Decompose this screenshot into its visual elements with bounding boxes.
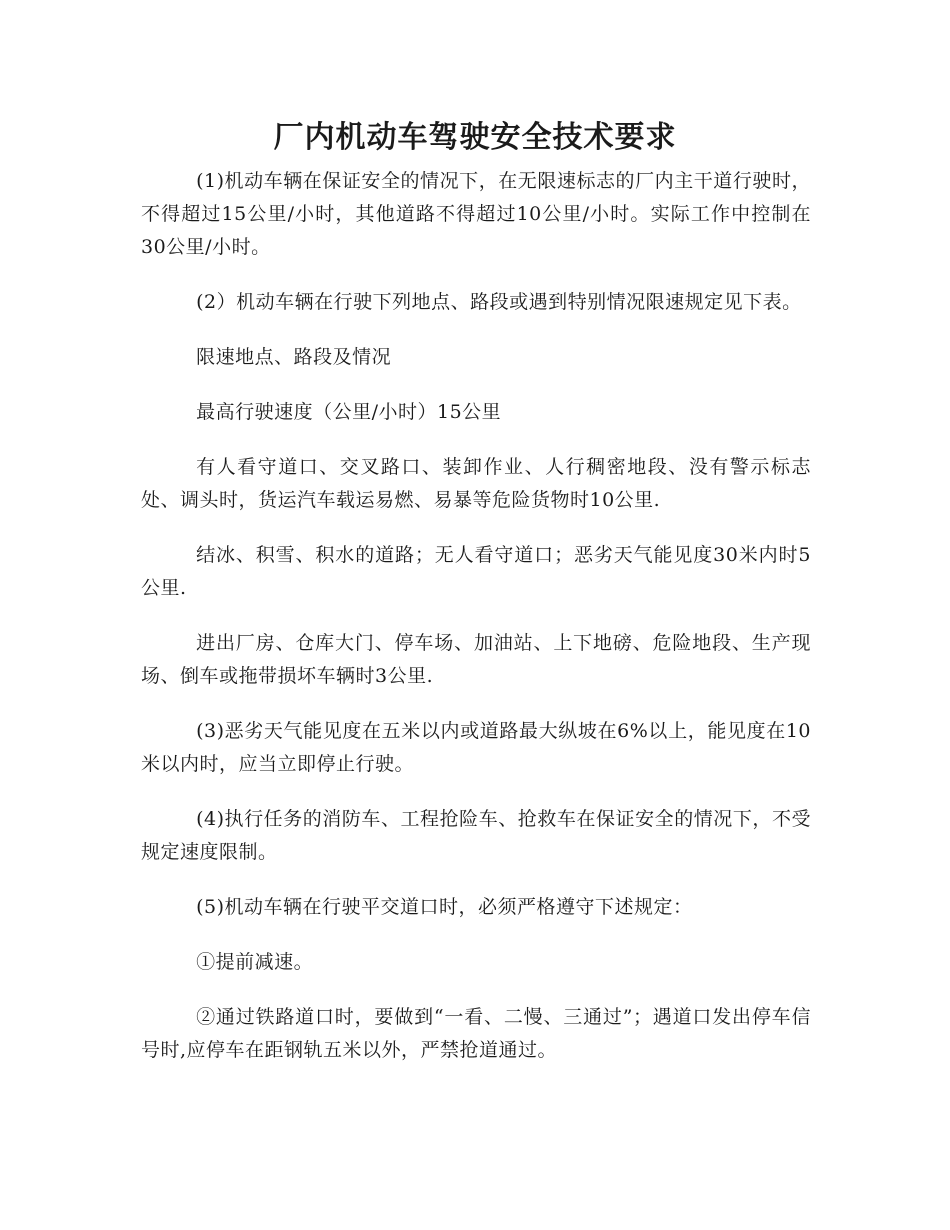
paragraph-limit-5km: 结冰、积雪、积水的道路；无人看守道口；恶劣天气能见度30米内时5公里. bbox=[141, 544, 811, 599]
paragraph-limit-3km: 进出厂房、仓库大门、停车场、加油站、上下地磅、危险地段、生产现场、倒车或拖带损坏车辆时3公里. bbox=[141, 632, 811, 687]
paragraph-speed-limit-general: (1)机动车辆在保证安全的情况下，在无限速标志的厂内主干道行驶时，不得超过15公里/小时，其他道路不得超过10公里/小时。实际工作中控制在30公里/小时。 bbox=[141, 170, 811, 258]
paragraph-rule-railway-crossing: ②通过铁路道口时，要做到“一看、二慢、三通过”；遇道口发出停车信号时,应停车在距钢轨五米以外，严禁抢道通过。 bbox=[141, 1006, 811, 1061]
paragraph-table-header-max-speed: 最高行驶速度（公里/小时）15公里 bbox=[196, 401, 502, 423]
document-title: 厂内机动车驾驶安全技术要求 bbox=[273, 120, 677, 155]
paragraph-level-crossing-rules: (5)机动车辆在行驶平交道口时，必须严格遵守下述规定： bbox=[196, 896, 693, 918]
paragraph-speed-limit-table-intro: (2）机动车辆在行驶下列地点、路段或遇到特别情况限速规定见下表。 bbox=[196, 291, 802, 313]
paragraph-table-header-location: 限速地点、路段及情况 bbox=[196, 346, 392, 368]
paragraph-stop-driving: (3)恶劣天气能见度在五米以内或道路最大纵坡在6%以上，能见度在10米以内时，应当立即停止行驶。 bbox=[141, 720, 811, 775]
paragraph-rule-slow-down: ①提前减速。 bbox=[196, 951, 314, 973]
paragraph-emergency-vehicles: (4)执行任务的消防车、工程抢险车、抢救车在保证安全的情况下，不受规定速度限制。 bbox=[141, 808, 811, 863]
paragraph-limit-10km: 有人看守道口、交叉路口、装卸作业、人行稠密地段、没有警示标志处、调头时，货运汽车载运易燃、易暴等危险货物时10公里. bbox=[141, 456, 811, 511]
document-body bbox=[141, 165, 811, 1089]
